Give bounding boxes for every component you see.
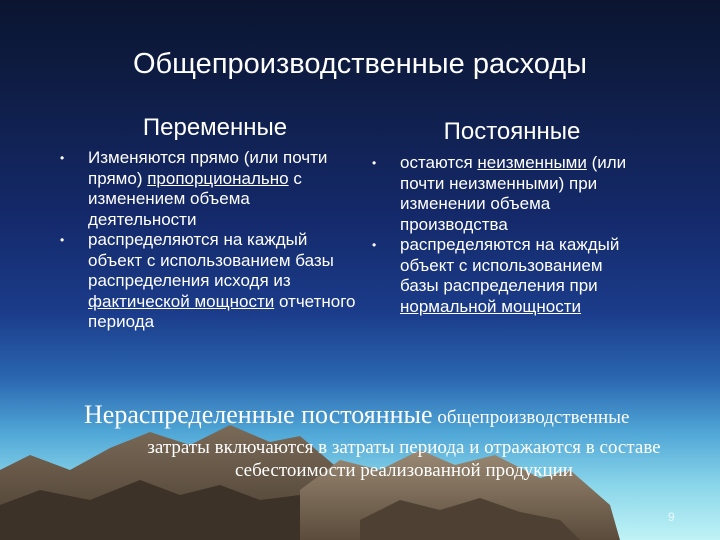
unallocated-costs-note xyxy=(84,400,714,482)
bullet-text: Изменяются прямо (или почти прямо) xyxy=(88,148,328,188)
bullet-icon: • xyxy=(60,233,65,247)
underlined-term: фактической мощности xyxy=(88,291,275,311)
column-heading-fixed: Постоянные xyxy=(443,118,581,145)
page-number: 9 xyxy=(668,510,675,524)
underlined-term: пропорционально xyxy=(147,168,289,188)
slide-title: Общепроизводственные расходы xyxy=(132,48,588,80)
bullet-text: (или почти неизменными) при изменении объема производства xyxy=(400,153,627,234)
variable-costs-list xyxy=(60,148,360,333)
bullet-icon: • xyxy=(372,156,377,170)
bullet-text: распределяются на каждый объект с использованием базы распределения при xyxy=(400,235,620,295)
bullet-text: остаются xyxy=(400,153,478,172)
bullet-icon: • xyxy=(60,151,65,165)
underlined-term: неизменными xyxy=(477,153,587,172)
bullet-text: отчетного периода xyxy=(88,291,356,331)
bullet-item xyxy=(372,153,632,235)
note-head-text: общепроизводственные xyxy=(432,407,630,428)
underlined-term: нормальной мощности xyxy=(400,296,582,316)
bullet-icon: • xyxy=(372,238,377,252)
bullet-text: с изменением объема деятельности xyxy=(88,168,302,229)
bullet-item xyxy=(372,235,632,317)
bullet-item xyxy=(60,230,360,333)
bullet-text: распределяются на каждый объект с использованием базы распределения исходя из xyxy=(88,230,334,290)
note-continuation-text: затраты включаются в затраты периода и отражаются в составе себестоимости реализованной продукции xyxy=(147,437,661,481)
bullet-item xyxy=(60,148,360,230)
fixed-costs-list xyxy=(372,153,632,317)
column-heading-variable: Переменные xyxy=(142,114,288,141)
note-lead-text: Нераспределенные постоянные xyxy=(84,400,433,429)
